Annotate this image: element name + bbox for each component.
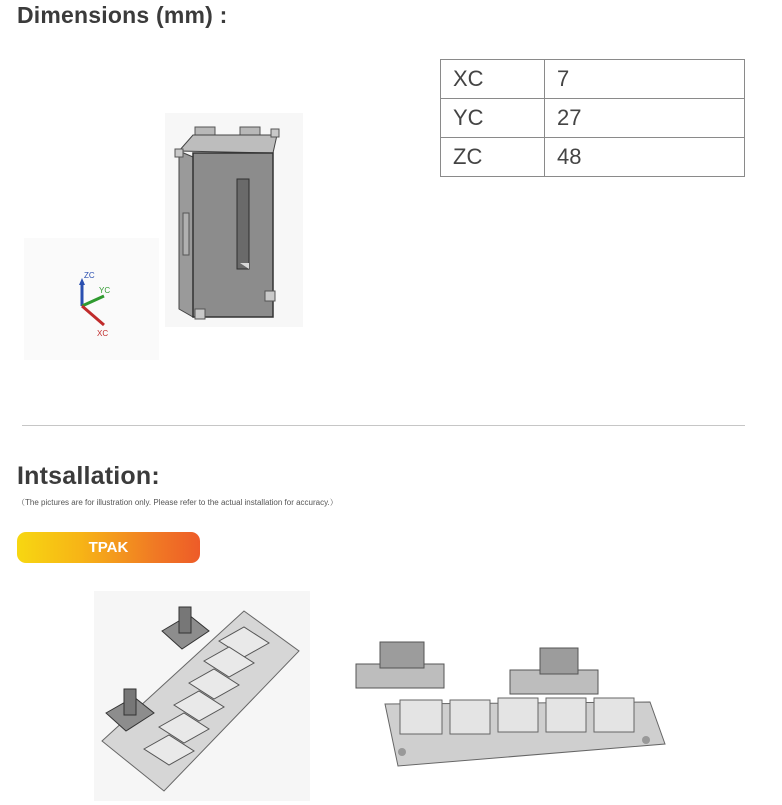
component-3d-image <box>165 113 303 327</box>
installation-title: Intsallation: <box>17 462 160 490</box>
axis-label-x: XC <box>97 329 109 338</box>
dimension-key: YC <box>441 99 545 138</box>
tpak-button[interactable]: TPAK <box>17 532 200 563</box>
axis-label-z: ZC <box>84 271 95 280</box>
dimension-value: 27 <box>545 99 745 138</box>
axis-indicator <box>24 238 159 360</box>
installation-side-view-image <box>350 636 670 770</box>
section-divider <box>22 425 745 426</box>
dimension-key: ZC <box>441 138 545 177</box>
table-row <box>441 60 745 99</box>
dimensions-title: Dimensions (mm) : <box>17 2 228 28</box>
installation-note: （The pictures are for illustration only. Please refer to the actual installation for accuracy.） <box>17 498 338 507</box>
dimension-value: 48 <box>545 138 745 177</box>
installation-top-view-image <box>94 591 310 801</box>
dimension-value: 7 <box>545 60 745 99</box>
dimension-key: XC <box>441 60 545 99</box>
table-row <box>441 138 745 177</box>
table-row <box>441 99 745 138</box>
axis-label-y: YC <box>99 286 111 295</box>
dimensions-table <box>440 59 745 177</box>
